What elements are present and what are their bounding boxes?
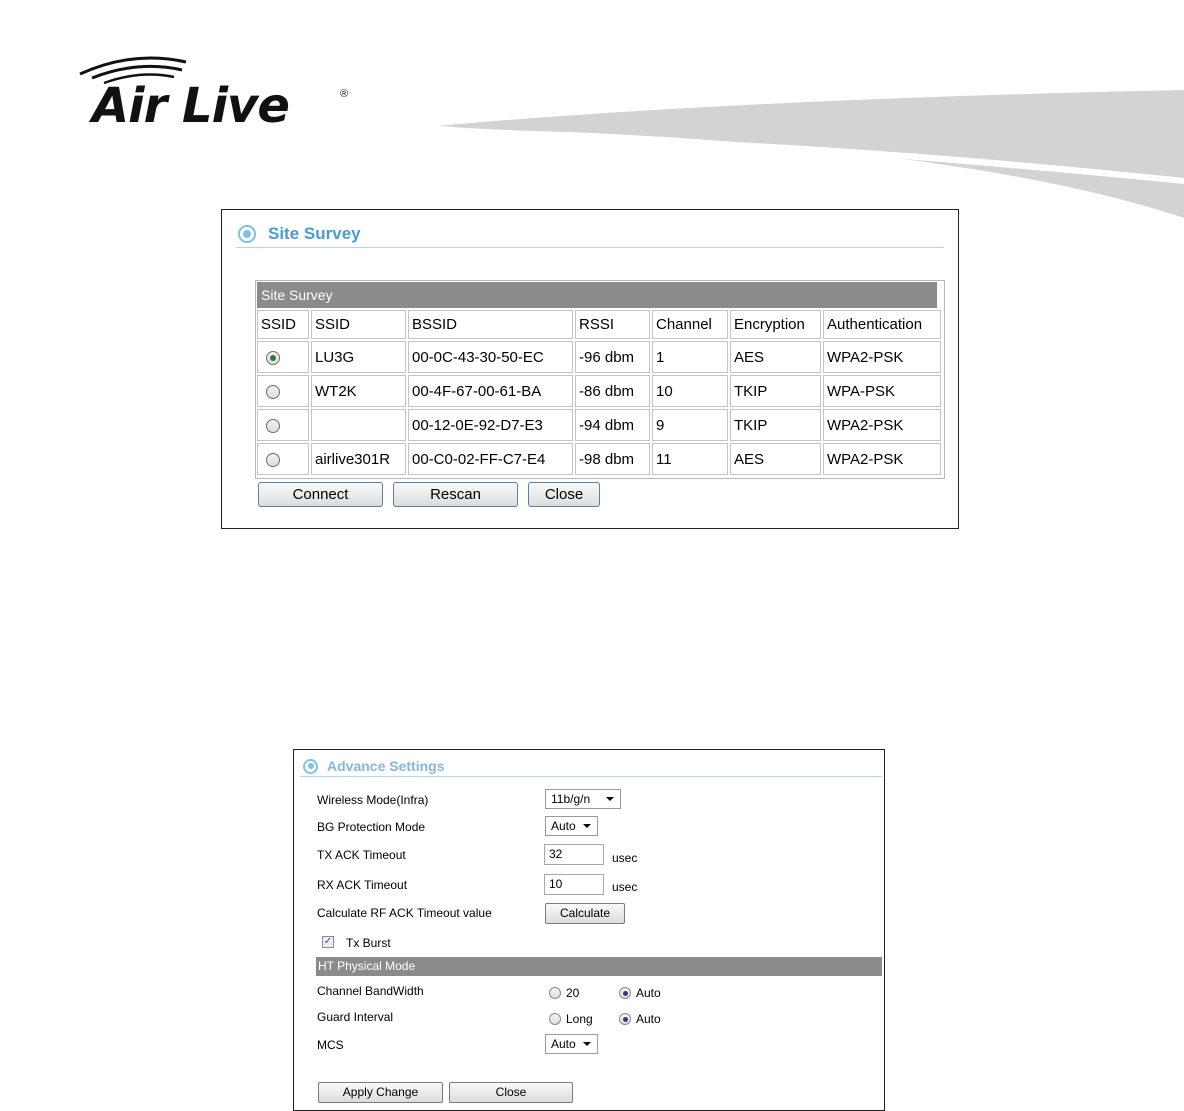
apply-change-button[interactable]: Apply Change bbox=[318, 1082, 443, 1103]
ssid-radio[interactable] bbox=[266, 453, 280, 467]
wireless-mode-label: Wireless Mode(Infra) bbox=[317, 793, 429, 807]
site-survey-heading bbox=[238, 224, 361, 244]
bandwidth-auto-label: Auto bbox=[636, 986, 661, 1000]
bandwidth-auto-radio[interactable] bbox=[619, 987, 631, 999]
ssid-radio[interactable] bbox=[266, 419, 280, 433]
ssid-cell: WT2K bbox=[311, 375, 406, 407]
column-header: Authentication bbox=[823, 310, 941, 339]
calculate-label: Calculate RF ACK Timeout value bbox=[317, 906, 492, 920]
connect-button[interactable]: Connect bbox=[258, 482, 383, 507]
encryption-cell: AES bbox=[730, 341, 821, 373]
chevron-down-icon bbox=[583, 1042, 591, 1046]
mcs-select[interactable] bbox=[545, 1034, 598, 1054]
column-header: RSSI bbox=[575, 310, 650, 339]
close-button[interactable]: Close bbox=[528, 482, 600, 507]
bg-protection-value: Auto bbox=[551, 819, 576, 833]
advance-settings-panel bbox=[293, 749, 885, 1111]
calculate-button[interactable]: Calculate bbox=[545, 903, 625, 924]
tx-burst-checkbox[interactable]: ✓ bbox=[323, 936, 333, 947]
column-header: Channel bbox=[652, 310, 728, 339]
column-header: SSID bbox=[311, 310, 406, 339]
table-header-row bbox=[257, 310, 941, 339]
site-survey-table-title: Site Survey bbox=[257, 282, 937, 308]
ssid-radio[interactable] bbox=[266, 385, 280, 399]
header-swoosh-graphic bbox=[420, 60, 1184, 230]
channel-cell: 11 bbox=[652, 443, 728, 475]
bssid-cell: 00-C0-02-FF-C7-E4 bbox=[408, 443, 573, 475]
table-row bbox=[257, 341, 941, 373]
site-survey-panel bbox=[221, 209, 959, 529]
guard-auto-radio[interactable] bbox=[619, 1013, 631, 1025]
airlive-logo bbox=[78, 52, 358, 132]
rssi-cell: -94 dbm bbox=[575, 409, 650, 441]
rssi-cell: -96 dbm bbox=[575, 341, 650, 373]
bssid-cell: 00-12-0E-92-D7-E3 bbox=[408, 409, 573, 441]
ssid-cell: LU3G bbox=[311, 341, 406, 373]
chevron-down-icon bbox=[606, 797, 614, 801]
channel-cell: 1 bbox=[652, 341, 728, 373]
guard-long-radio[interactable] bbox=[549, 1013, 561, 1025]
bandwidth-20-radio[interactable] bbox=[549, 987, 561, 999]
mcs-label: MCS bbox=[317, 1038, 344, 1052]
table-row bbox=[257, 409, 941, 441]
bg-protection-label: BG Protection Mode bbox=[317, 820, 426, 834]
bssid-cell: 00-0C-43-30-50-EC bbox=[408, 341, 573, 373]
rx-ack-unit: usec bbox=[612, 880, 638, 894]
chevron-down-icon bbox=[583, 824, 591, 828]
column-header: Encryption bbox=[730, 310, 821, 339]
tx-ack-unit: usec bbox=[612, 851, 638, 865]
rx-ack-label: RX ACK Timeout bbox=[317, 878, 408, 892]
guard-auto-label: Auto bbox=[636, 1012, 661, 1026]
advance-settings-heading bbox=[303, 758, 444, 774]
mcs-value: Auto bbox=[551, 1037, 576, 1051]
wireless-mode-select[interactable] bbox=[545, 789, 621, 809]
target-icon bbox=[238, 225, 256, 243]
ssid-cell bbox=[311, 409, 406, 441]
ht-physical-mode-header: HT Physical Mode bbox=[316, 957, 882, 976]
site-survey-title: Site Survey bbox=[268, 224, 361, 243]
bg-protection-select[interactable] bbox=[545, 816, 598, 836]
channel-cell: 9 bbox=[652, 409, 728, 441]
target-icon bbox=[303, 759, 318, 774]
authentication-cell: WPA-PSK bbox=[823, 375, 941, 407]
authentication-cell: WPA2-PSK bbox=[823, 443, 941, 475]
registered-mark: ® bbox=[340, 88, 349, 100]
tx-ack-input[interactable]: 32 bbox=[544, 844, 604, 865]
channel-bandwidth-label: Channel BandWidth bbox=[317, 984, 424, 998]
ssid-radio[interactable] bbox=[266, 351, 280, 365]
rescan-button[interactable]: Rescan bbox=[393, 482, 518, 507]
tx-burst-label: Tx Burst bbox=[346, 936, 391, 950]
site-survey-table-container bbox=[255, 280, 945, 479]
rssi-cell: -98 dbm bbox=[575, 443, 650, 475]
title-divider bbox=[300, 776, 882, 777]
column-header: SSID bbox=[257, 310, 309, 339]
table-row bbox=[257, 375, 941, 407]
encryption-cell: TKIP bbox=[730, 409, 821, 441]
guard-long-label: Long bbox=[566, 1012, 593, 1026]
authentication-cell: WPA2-PSK bbox=[823, 409, 941, 441]
table-row bbox=[257, 443, 941, 475]
wireless-mode-value: 11b/g/n bbox=[551, 792, 591, 806]
ssid-cell: airlive301R bbox=[311, 443, 406, 475]
authentication-cell: WPA2-PSK bbox=[823, 341, 941, 373]
column-header: BSSID bbox=[408, 310, 573, 339]
tx-ack-label: TX ACK Timeout bbox=[317, 848, 406, 862]
site-survey-table bbox=[255, 308, 943, 477]
encryption-cell: AES bbox=[730, 443, 821, 475]
guard-interval-label: Guard Interval bbox=[317, 1010, 394, 1024]
title-divider bbox=[236, 247, 944, 248]
advance-settings-title: Advance Settings bbox=[327, 758, 445, 774]
rssi-cell: -86 dbm bbox=[575, 375, 650, 407]
logo-wordmark: Air Live bbox=[92, 78, 289, 134]
bssid-cell: 00-4F-67-00-61-BA bbox=[408, 375, 573, 407]
bandwidth-20-label: 20 bbox=[566, 986, 580, 1000]
close-button[interactable]: Close bbox=[449, 1082, 573, 1103]
channel-cell: 10 bbox=[652, 375, 728, 407]
encryption-cell: TKIP bbox=[730, 375, 821, 407]
rx-ack-input[interactable]: 10 bbox=[544, 874, 604, 895]
